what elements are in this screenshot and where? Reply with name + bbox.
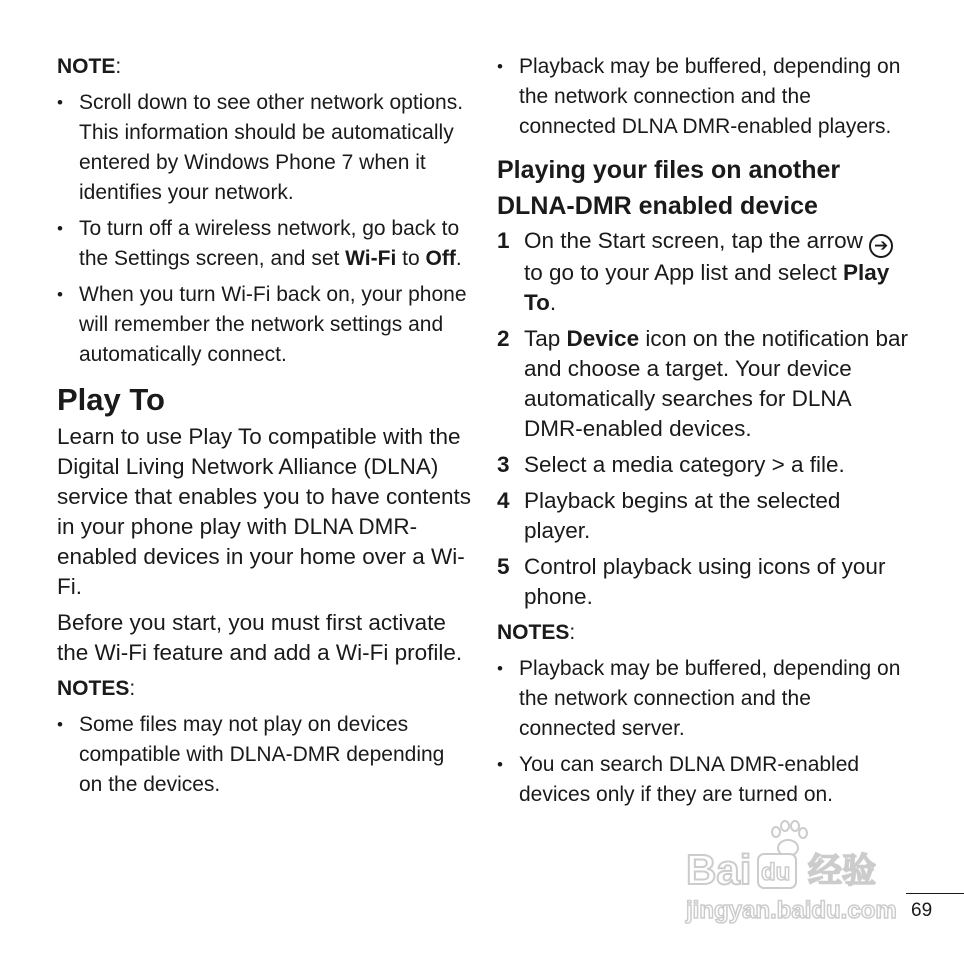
baidu-jingyan-watermark bbox=[684, 818, 906, 928]
step-number: 5 bbox=[497, 554, 510, 579]
notes-label: NOTES: bbox=[57, 677, 136, 700]
bullet-icon: • bbox=[497, 755, 503, 774]
step-item: 4 Playback begins at the selected player. bbox=[497, 488, 841, 543]
list-item: • To turn off a wireless network, go back to the Settings screen, and set Wi-Fi to Off. bbox=[57, 214, 472, 274]
step-number: 3 bbox=[497, 452, 510, 477]
page-number-rule bbox=[906, 893, 964, 894]
list-item: • Playback may be buffered, depending on the network connection and the connected DLNA DMR-enabled players. bbox=[497, 52, 912, 142]
svg-text:经验: 经验 bbox=[808, 851, 876, 891]
arrow-right-circle-icon: ➔ bbox=[869, 234, 893, 258]
svg-text:jingyan.baidu.com: jingyan.baidu.com bbox=[686, 897, 897, 924]
bullet-icon: • bbox=[497, 57, 503, 76]
baidu-logo-icon bbox=[684, 818, 906, 928]
page-number: 69 bbox=[911, 900, 933, 921]
left-column bbox=[57, 52, 472, 806]
notes-label: NOTES: bbox=[497, 621, 576, 644]
notes-bullet-list bbox=[497, 654, 912, 810]
note-bullet-list bbox=[57, 88, 472, 370]
top-bullet-list bbox=[497, 52, 912, 142]
svg-text:du: du bbox=[761, 859, 791, 886]
bullet-icon: • bbox=[57, 285, 63, 304]
step-item: 1 On the Start screen, tap the arrow ➔ to go to your App list and select Play To. bbox=[497, 226, 912, 318]
bullet-icon: • bbox=[57, 715, 63, 734]
svg-text:Bai: Bai bbox=[686, 846, 752, 893]
list-item: • Some files may not play on devices compatible with DLNA-DMR depending on the devices. bbox=[57, 710, 472, 800]
list-item: • Playback may be buffered, depending on the network connection and the connected server. bbox=[497, 654, 912, 744]
list-item: • You can search DLNA DMR-enabled devices only if they are turned on. bbox=[497, 750, 912, 810]
notes-bullet-list bbox=[57, 710, 472, 800]
bullet-icon: • bbox=[57, 93, 63, 112]
list-item: • Scroll down to see other network options. This information should be automatically entered by Windows Phone 7 when it identifies your network. bbox=[57, 88, 472, 208]
note-label: NOTE: bbox=[57, 55, 122, 78]
steps-list bbox=[497, 226, 912, 612]
list-item: • When you turn Wi-Fi back on, your phone will remember the network settings and automatically connect. bbox=[57, 280, 472, 370]
step-number: 1 bbox=[497, 228, 510, 253]
prerequisite-paragraph: Before you start, you must first activate the Wi-Fi feature and add a Wi-Fi profile. bbox=[57, 610, 463, 665]
section-heading-play-to: Play To bbox=[57, 382, 165, 417]
step-item: 3 Select a media category > a file. bbox=[497, 450, 912, 480]
section-heading-dlna: Playing your files on another DLNA-DMR enabled device bbox=[497, 156, 841, 220]
step-item: 2 Tap Device icon on the notification bar and choose a target. Your device automatically searches for DLNA DMR-enabled devices. bbox=[497, 326, 909, 441]
step-number: 2 bbox=[497, 326, 510, 351]
intro-paragraph: Learn to use Play To compatible with the Digital Living Network Alliance (DLNA) service that enables you to have contents in your phone play with DLNA DMR-enabled devices in your home over a Wi-Fi. bbox=[57, 424, 472, 599]
step-item: 5 Control playback using icons of your phone. bbox=[497, 554, 886, 609]
step-number: 4 bbox=[497, 488, 510, 513]
right-column bbox=[497, 52, 912, 816]
bullet-icon: • bbox=[57, 219, 63, 238]
bullet-icon: • bbox=[497, 659, 503, 678]
